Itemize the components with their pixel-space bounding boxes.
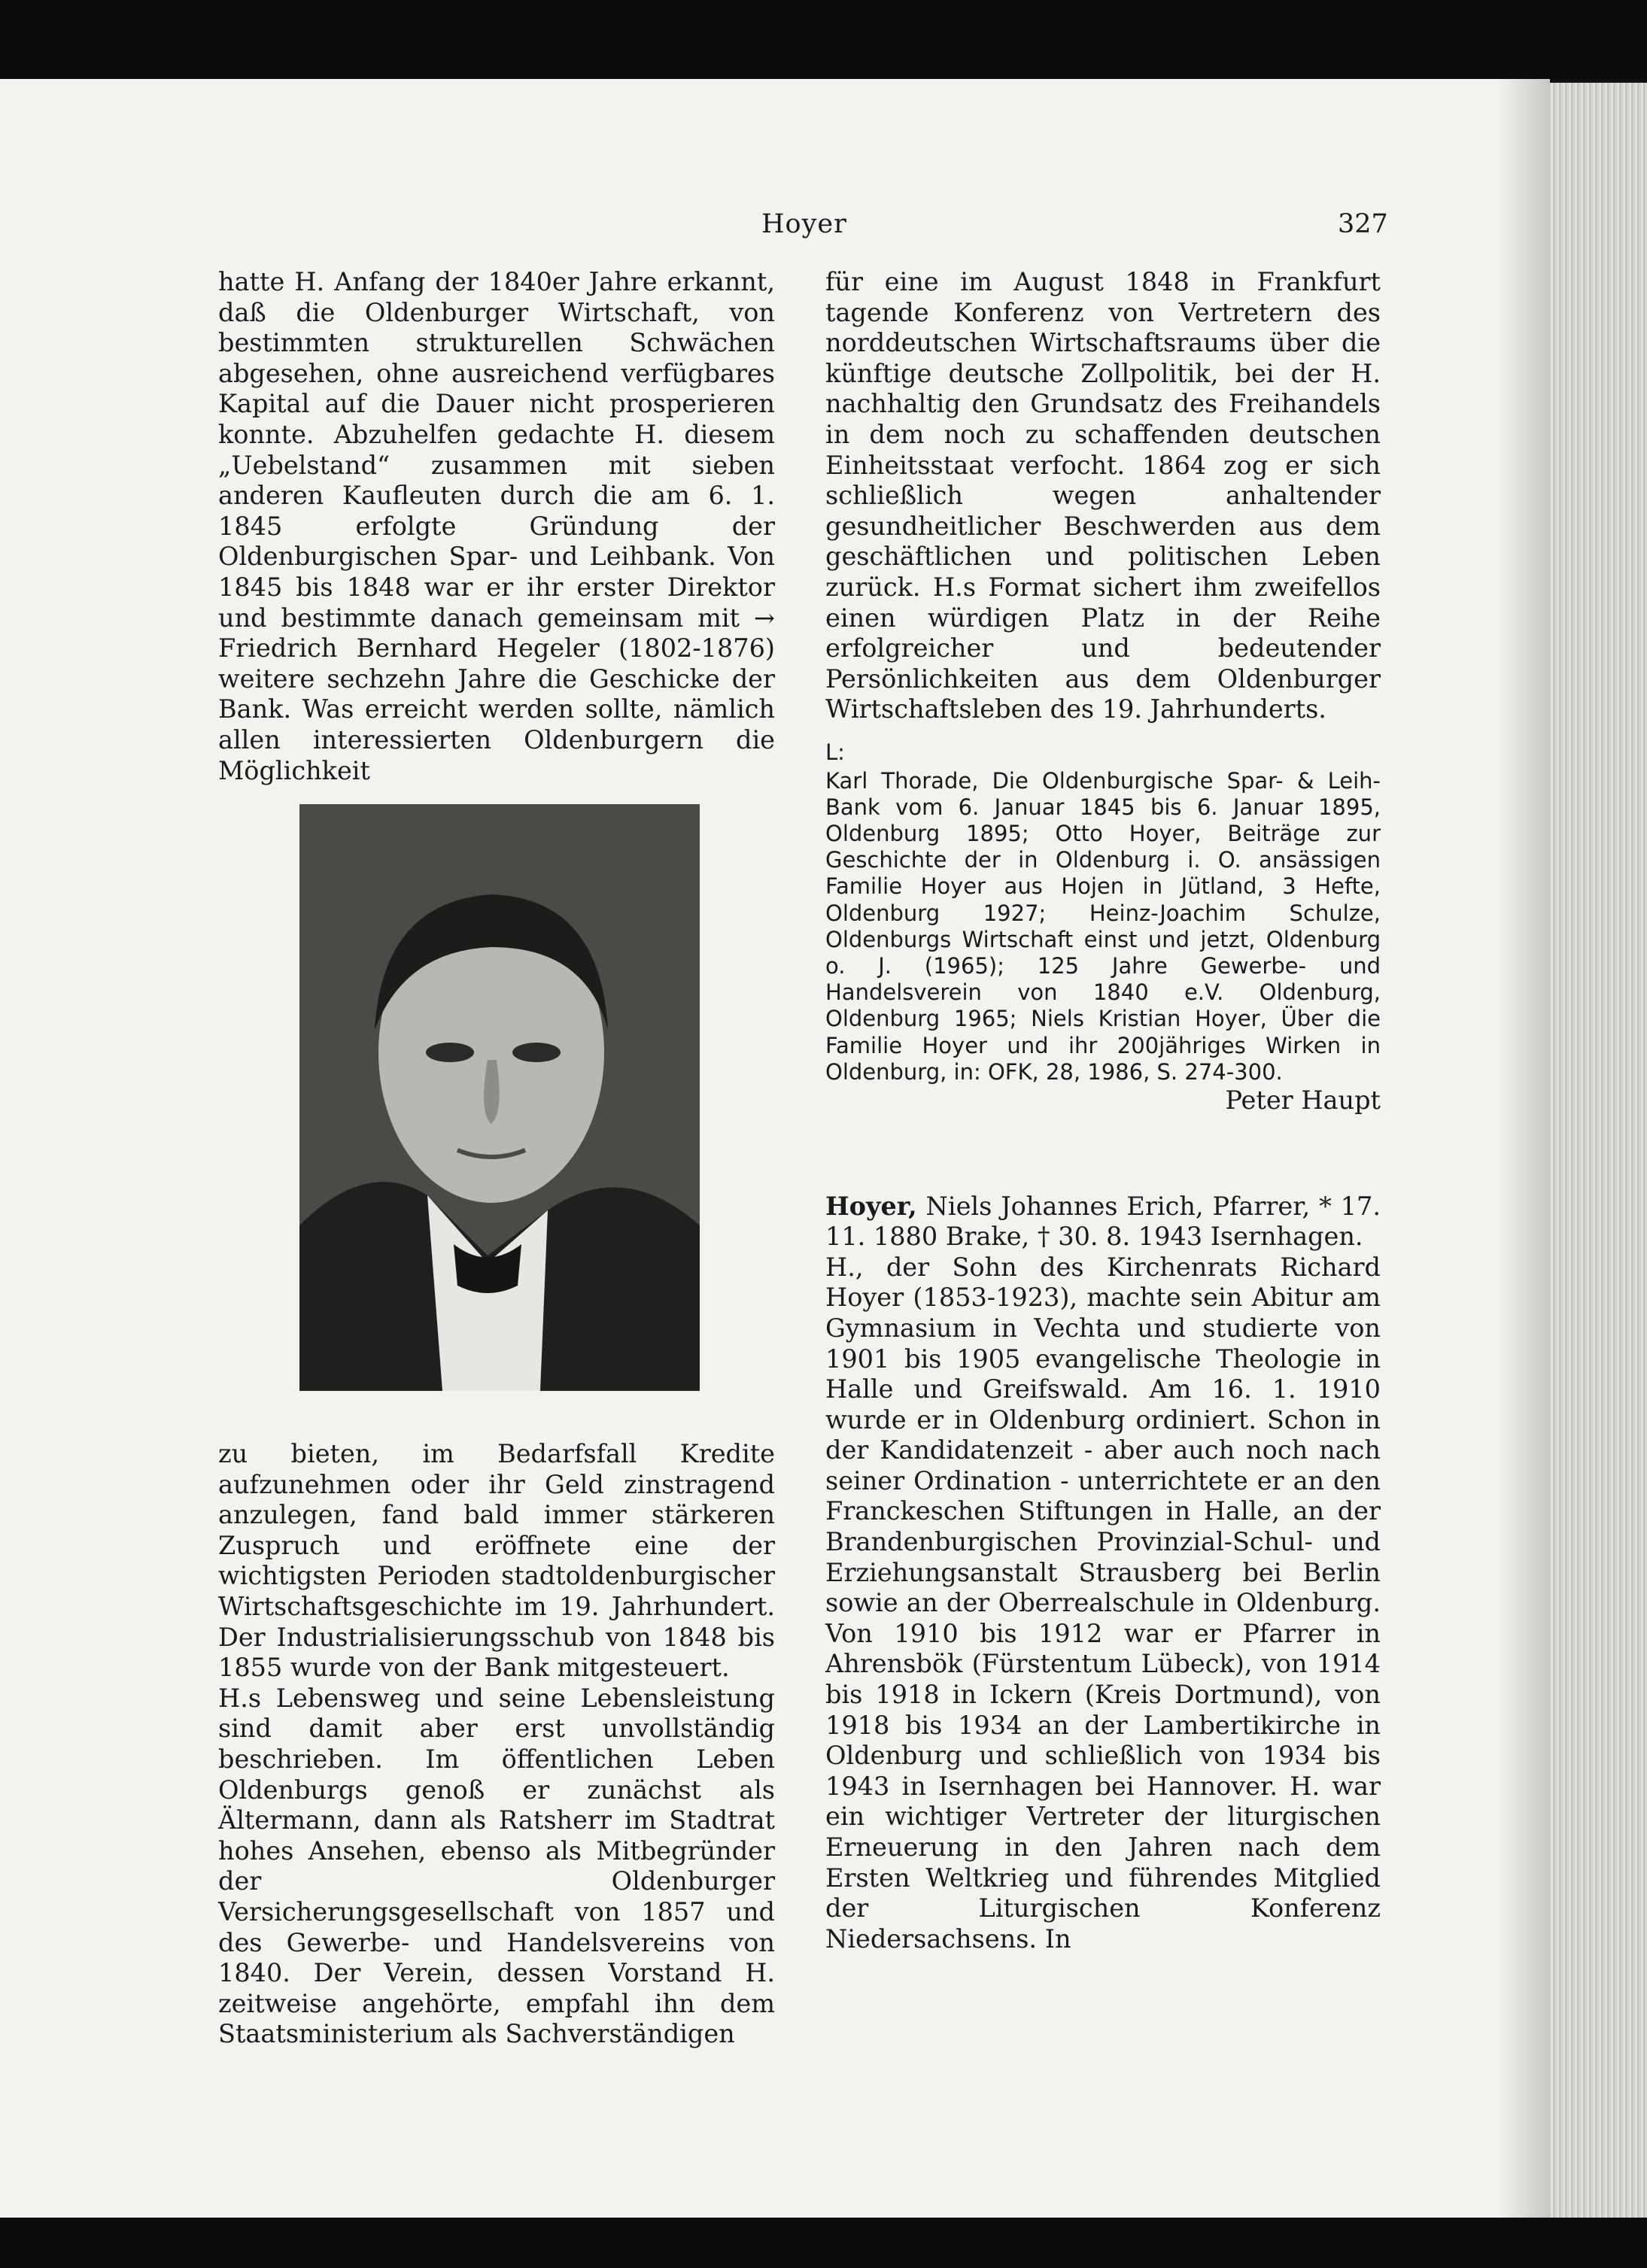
paragraph: H.s Lebensweg und seine Lebensleistung sind damit aber erst unvollständig beschrieben. Im öffentlichen Leben Oldenburgs genoß er zunächst als Ältermann, dann als Ratsherr im Stadtrat hohes Ansehen, ebenso als Mitbegründer der Oldenburger Versicherungsgesellschaft von 1857 und des Gewerbe- und Handelsvereins von 1840. Der Verein, dessen Vorstand H. zeitweise angehörte, empfahl ihn dem Staatsministerium als Sachverständigen [218, 1683, 775, 2049]
portrait-photo [299, 804, 700, 1391]
right-column [825, 267, 1381, 1954]
scan-border-bottom [0, 2218, 1647, 2268]
left-column-top [218, 267, 775, 786]
paragraph: H., der Sohn des Kirchenrats Richard Hoyer (1853-1923), machte sein Abitur am Gymnasium in Vechta und studierte von 1901 bis 1905 evangelische Theologie in Halle und Greifswald. Am 16. 1. 1910 wurde er in Oldenburg ordiniert. Schon in der Kandidatenzeit - aber auch noch nach seiner Ordination - unterrichtete er an den Franckeschen Stiftungen in Halle, an der Brandenburgischen Provinzial-Schul- und Erziehungsanstalt Strausberg bei Berlin sowie an der Oberrealschule in Oldenburg. Von 1910 bis 1912 war er Pfarrer in Ahrensbök (Fürstentum Lübeck), von 1914 bis 1918 in Ickern (Kreis Dortmund), von 1918 bis 1934 an der Lambertikirche in Oldenburg und schließlich von 1934 bis 1943 in Isernhagen bei Hannover. H. war ein wichtiger Vertreter der liturgischen Erneuerung in den Jahren nach dem Ersten Weltkrieg und führendes Mitglied der Liturgischen Konferenz Niedersachsens. In [825, 1252, 1381, 1954]
entry-heading [825, 1192, 1381, 1252]
literature-list: Karl Thorade, Die Oldenburgische Spar- & Leih-Bank vom 6. Januar 1845 bis 6. Januar 1895, Oldenburg 1895; Otto Hoyer, Beiträge zur Geschichte der in Oldenburg i. O. ansässigen Familie Hoyer aus Hojen in Jütland, 3 Hefte, Oldenburg 1927; Heinz-Joachim Schulze, Oldenburgs Wirtschaft einst und jetzt, Oldenburg o. J. (1965); 125 Jahre Gewerbe- und Handelsverein von 1840 e.V. Oldenburg, Oldenburg 1965; Niels Kristian Hoyer, Über die Familie Hoyer und ihr 200jähriges Wirken in Oldenburg, in: OFK, 28, 1986, S. 274-300. [825, 767, 1381, 1085]
literature-label: L: [825, 739, 845, 765]
page-gutter-shadow [1497, 79, 1550, 2218]
running-head: Hoyer [761, 209, 847, 239]
author-signature: Peter Haupt [1225, 1085, 1381, 1115]
book-page-edges [1550, 83, 1647, 2218]
paragraph: hatte H. Anfang der 1840er Jahre erkannt, daß die Oldenburger Wirtschaft, von bestimmten strukturellen Schwächen abgesehen, ohne ausreichend verfügbares Kapital auf die Dauer nicht prosperieren konnte. Abzuhelfen gedachte H. diesem „Uebelstand“ zusammen mit sieben anderen Kaufleuten durch die am 6. 1. 1845 erfolgte Gründung der Oldenburgischen Spar- und Leihbank. Von 1845 bis 1848 war er ihr erster Direktor und bestimmte danach gemeinsam mit → Friedrich Bernhard Hegeler (1802-1876) weitere sechzehn Jahre die Geschicke der Bank. Was erreicht werden sollte, nämlich allen interessierten Oldenburgern die Möglichkeit [218, 267, 775, 785]
entry-name: Hoyer, [825, 1191, 917, 1221]
left-column-bottom [218, 1439, 775, 2050]
paragraph: zu bieten, im Bedarfsfall Kredite aufzunehmen oder ihr Geld zinstragend anzulegen, fand bald immer stärkeren Zuspruch und eröffnete eine der wichtigsten Perioden stadtoldenburgischer Wirtschaftsgeschichte im 19. Jahrhundert. Der Industrialisierungsschub von 1848 bis 1855 wurde von der Bank mitgesteuert. [218, 1439, 775, 1683]
paragraph: für eine im August 1848 in Frankfurt tagende Konferenz von Vertretern des norddeutschen Wirtschaftsraums über die künftige deutsche Zollpolitik, bei der H. nachhaltig den Grundsatz des Freihandels in dem noch zu schaffenden deutschen Einheitsstaat verfocht. 1864 zog er sich schließlich wegen anhaltender gesundheitlicher Beschwerden aus dem geschäftlichen und politischen Leben zurück. H.s Format sichert ihm zweifellos einen würdigen Platz in der Reihe erfolgreicher und bedeutender Persönlichkeiten aus dem Oldenburger Wirtschaftsleben des 19. Jahrhunderts. [825, 267, 1381, 724]
portrait-illustration [299, 804, 700, 1391]
scan-border-top [0, 0, 1647, 79]
page-number: 327 [1338, 209, 1388, 239]
entry-dates: Niels Johannes Erich, Pfarrer, * 17. 11. 1880 Brake, † 30. 8. 1943 Isernhagen. [825, 1191, 1381, 1252]
